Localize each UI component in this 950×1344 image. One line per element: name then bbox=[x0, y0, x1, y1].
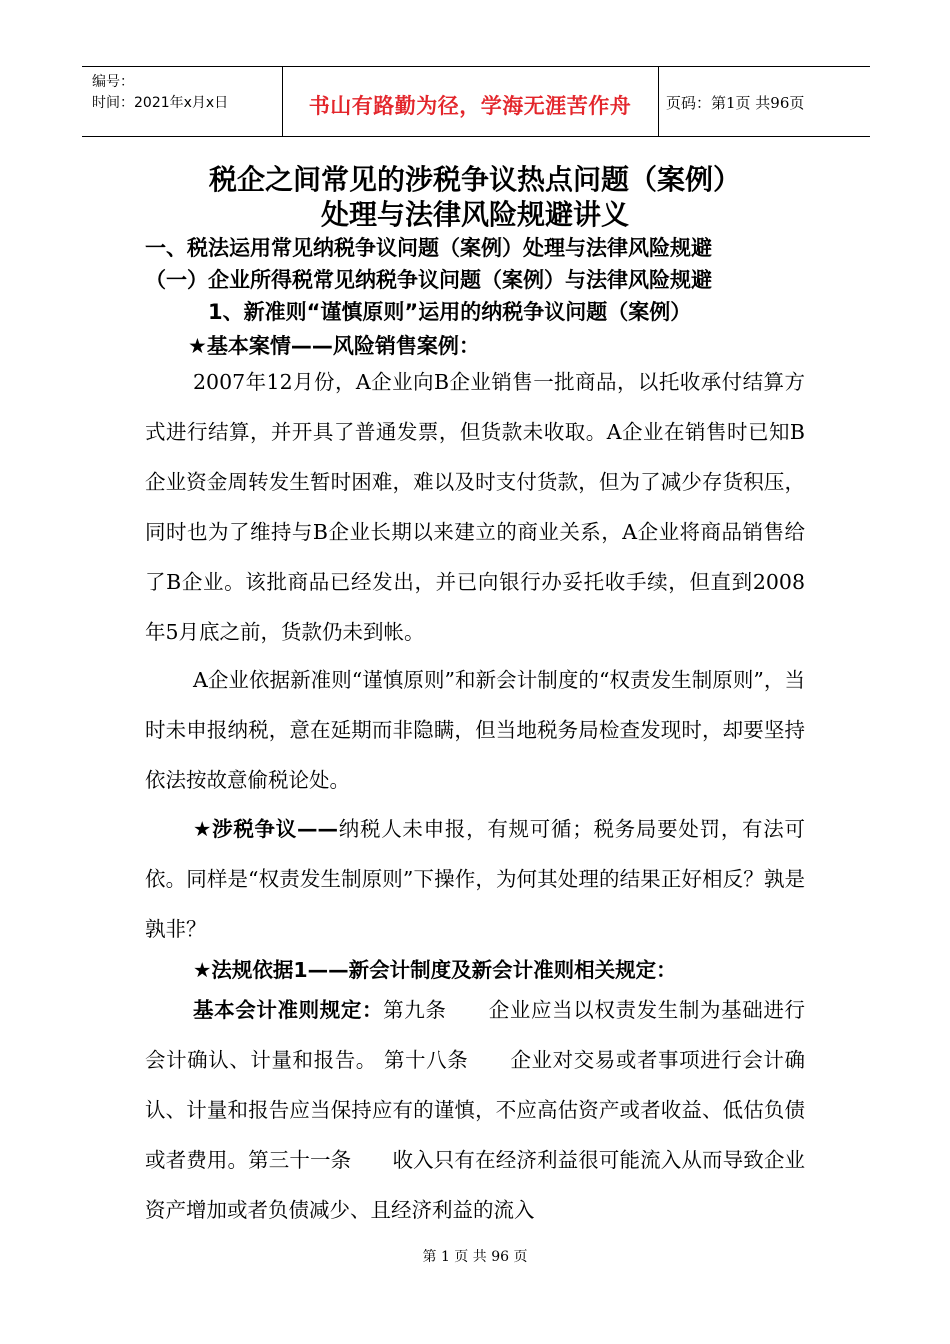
document-title-line2: 处理与法律风险规避讲义 bbox=[320, 198, 629, 231]
regulation-body: 第九条 企业应当以权责发生制为基础进行会计确认、计量和报告。 第十八条 企业对交易或者事项进行会计确认、计量和报告应当保持应有的谨慎，不应高估资产或者收益、低估负债或者费用。第三十一条 收入只有在经济利益很可能流入从而导致企业资产增加或者负债减少、且经济利益的流入 bbox=[145, 998, 805, 1222]
case-paragraph-1 bbox=[145, 357, 805, 657]
regulation-lead: 基本会计准则规定： bbox=[193, 998, 384, 1022]
header-bottom-rule bbox=[82, 136, 870, 137]
dispute-lead: ★涉税争议—— bbox=[193, 817, 339, 841]
section-heading-1: 一、税法运用常见纳税争议问题（案例）处理与法律风险规避 bbox=[145, 236, 712, 260]
page-footer: 第 1 页 共 96 页 bbox=[422, 1249, 528, 1265]
dispute-paragraph bbox=[145, 804, 805, 954]
document-title-line1: 税企之间常见的涉税争议热点问题（案例） bbox=[208, 163, 741, 196]
case-facts-text: 2007年12月份，A企业向B企业销售一批商品，以托收承付结算方式进行结算，并开具了普通发票，但货款未收取。A企业在销售时已知B企业资金周转发生暂时困难，难以及时支付货款，但为了减少存货积压，同时也为了维持与B企业长期以来建立的商业关系，A企业将商品销售给了B企业。该批商品已经发出，并已向银行办妥托收手续，但直到2008年5月底之前，货款仍未到帐。 bbox=[145, 370, 805, 644]
dispute-body: 纳税人未申报，有规可循；税务局要处罚，有法可依。同样是“权责发生制原则”下操作，为何其处理的结果正好相反？孰是孰非？ bbox=[145, 817, 805, 941]
header-motto: 书山有路勤为径，学海无涯苦作舟 bbox=[308, 93, 632, 118]
regulation-paragraph bbox=[145, 985, 805, 1235]
case-paragraph-2 bbox=[145, 655, 805, 805]
taxpayer-position-text: A企业依据新准则“谨慎原则”和新会计制度的“权责发生制原则”，当时未申报纳税，意在延期而非隐瞒，但当地税务局检查发现时，却要坚持依法按故意偷税论处。 bbox=[145, 668, 805, 792]
case-heading: ★基本案情——风险销售案例： bbox=[188, 334, 480, 358]
document-date-label: 时间：2021年x月x日 bbox=[92, 95, 229, 111]
header-divider-left bbox=[282, 66, 283, 136]
dispute-text bbox=[145, 804, 805, 954]
regulation-heading: ★法规依据1——新会计制度及新会计准则相关规定： bbox=[193, 958, 677, 982]
section-heading-3: 1、新准则“谨慎原则”运用的纳税争议问题（案例） bbox=[208, 300, 692, 324]
header-page-info: 页码：第1页 共96页 bbox=[666, 94, 805, 112]
header-divider-right bbox=[658, 66, 659, 136]
document-number-label: 编号： bbox=[92, 74, 134, 90]
section-heading-2: （一）企业所得税常见纳税争议问题（案例）与法律风险规避 bbox=[145, 268, 712, 292]
regulation-text bbox=[145, 985, 805, 1235]
header-meta bbox=[92, 72, 228, 114]
header-top-rule bbox=[82, 66, 870, 67]
